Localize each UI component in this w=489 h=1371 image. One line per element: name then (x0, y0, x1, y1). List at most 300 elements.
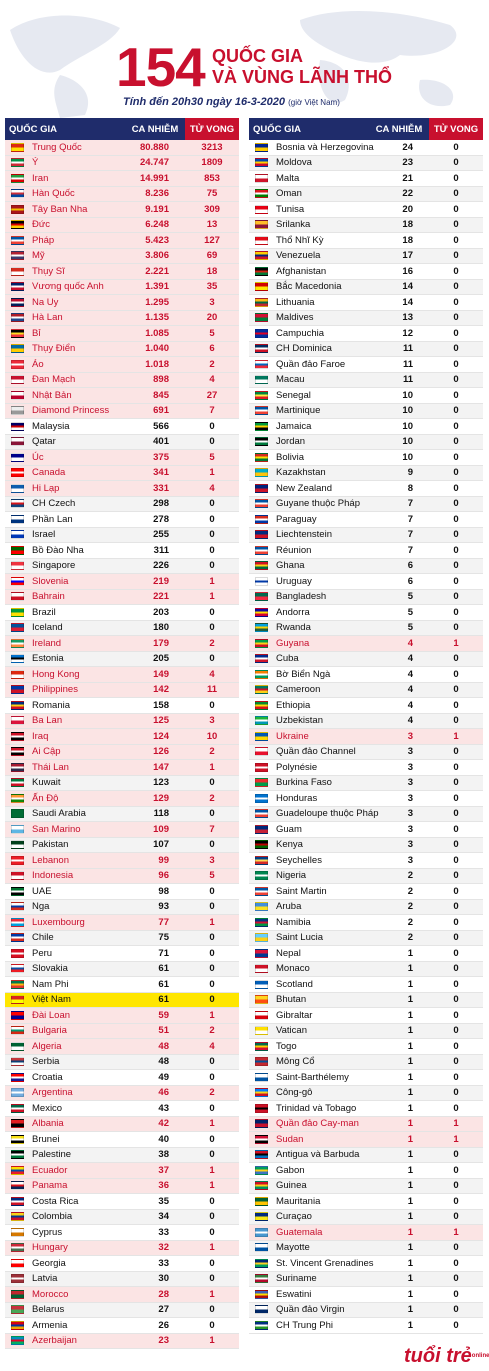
cases-value: 1 (407, 1087, 413, 1099)
flag-icon (255, 685, 268, 694)
country-name: Martinique (276, 405, 321, 417)
table-row (5, 807, 239, 823)
flag-icon (11, 654, 24, 663)
deaths-value: 1 (209, 1164, 215, 1176)
table-row (5, 264, 239, 280)
flag-icon (255, 360, 268, 369)
flag-icon (11, 360, 24, 369)
table-row (249, 869, 483, 885)
country-name: Guinea (276, 1180, 307, 1192)
country-name: Vương quốc Anh (32, 281, 104, 293)
flag-icon (255, 980, 268, 989)
flag-icon (11, 515, 24, 524)
flag-icon (11, 1259, 24, 1268)
flag-icon (255, 933, 268, 942)
flag-icon (11, 1026, 24, 1035)
table-row (5, 140, 239, 156)
table-row (5, 512, 239, 528)
country-name: Estonia (32, 653, 64, 665)
flag-icon (255, 747, 268, 756)
deaths-value: 10 (206, 730, 218, 742)
country-name: Hi Lạp (32, 482, 60, 494)
country-name: Rwanda (276, 622, 311, 634)
table-row (5, 931, 239, 947)
country-name: Ghana (276, 560, 305, 572)
deaths-value: 0 (453, 420, 459, 432)
flag-icon (11, 391, 24, 400)
flag-icon (255, 391, 268, 400)
deaths-value: 0 (209, 1133, 215, 1145)
cases-value: 1 (407, 1319, 413, 1331)
flag-icon (11, 251, 24, 260)
country-name: Pakistan (32, 839, 69, 851)
cases-value: 1 (407, 994, 413, 1006)
table-row (249, 1148, 483, 1164)
flag-icon (255, 592, 268, 601)
country-name: Costa Rica (32, 1195, 79, 1207)
country-name: Ireland (32, 637, 62, 649)
flag-icon (11, 1042, 24, 1051)
cases-value: 14 (402, 296, 413, 308)
table-row (249, 1024, 483, 1040)
table-row (249, 156, 483, 172)
cases-value: 5.423 (145, 234, 169, 246)
country-name: Serbia (32, 1056, 60, 1068)
deaths-value: 2 (209, 637, 215, 649)
deaths-value: 0 (453, 901, 459, 913)
table-row (249, 652, 483, 668)
cases-value: 219 (153, 575, 169, 587)
deaths-value: 0 (453, 746, 459, 758)
cases-value: 1 (407, 1273, 413, 1285)
table-row (5, 1086, 239, 1102)
table-row (249, 853, 483, 869)
country-name: Albania (32, 1118, 64, 1130)
table-row (249, 1086, 483, 1102)
flag-icon (255, 143, 268, 152)
flag-icon (11, 918, 24, 927)
cases-value: 691 (153, 405, 169, 417)
cases-value: 845 (153, 389, 169, 401)
deaths-value: 0 (453, 436, 459, 448)
cases-value: 1.018 (145, 358, 169, 370)
flag-icon (255, 158, 268, 167)
table-body-left (5, 140, 239, 1349)
deaths-value: 0 (453, 327, 459, 339)
flag-icon (255, 298, 268, 307)
flag-icon (11, 933, 24, 942)
table-row (249, 450, 483, 466)
cases-value: 1.391 (145, 281, 169, 293)
deaths-value: 2 (209, 358, 215, 370)
country-name: Guyana (276, 637, 310, 649)
cases-value: 5 (407, 622, 413, 634)
table-row (249, 373, 483, 389)
cases-value: 1 (407, 1288, 413, 1300)
flag-icon (11, 1243, 24, 1252)
flag-icon (255, 468, 268, 477)
flag-icon (255, 437, 268, 446)
deaths-value: 0 (453, 947, 459, 959)
table-row (5, 357, 239, 373)
country-name: Đức (32, 219, 50, 231)
country-name: Lebanon (32, 854, 69, 866)
cases-value: 1 (407, 1025, 413, 1037)
country-name: Jamaica (276, 420, 312, 432)
cases-value: 203 (153, 606, 169, 618)
flag-icon (11, 1104, 24, 1113)
country-name: Quần đảo Cay-man (276, 1118, 359, 1130)
flag-icon (255, 561, 268, 570)
country-name: Chile (32, 932, 54, 944)
flag-icon (255, 1150, 268, 1159)
table-row (249, 1241, 483, 1257)
country-name: Na Uy (32, 296, 59, 308)
cases-value: 1 (407, 1009, 413, 1021)
table-row (5, 187, 239, 203)
table-row (5, 435, 239, 451)
country-name: Thụy Điển (32, 343, 76, 355)
cases-value: 22 (402, 188, 413, 200)
country-name: Gibraltar (276, 1009, 313, 1021)
cases-value: 14 (402, 281, 413, 293)
table-row (5, 497, 239, 513)
country-name: Hàn Quốc (32, 188, 75, 200)
flag-icon (255, 871, 268, 880)
cases-value: 48 (158, 1056, 169, 1068)
deaths-value: 0 (209, 1149, 215, 1161)
cases-value: 93 (158, 901, 169, 913)
flag-icon (255, 778, 268, 787)
cases-value: 24.747 (139, 157, 169, 169)
logo-sub: online (471, 1353, 489, 1359)
flag-icon (11, 980, 24, 989)
flag-icon (255, 1011, 268, 1020)
cases-value: 221 (153, 591, 169, 603)
flag-icon (255, 205, 268, 214)
country-name: Ethiopia (276, 699, 311, 711)
table-row (5, 838, 239, 854)
deaths-value: 0 (453, 699, 459, 711)
flag-icon (255, 189, 268, 198)
country-name: Bờ Biển Ngà (276, 668, 331, 680)
flag-icon (255, 484, 268, 493)
deaths-value: 1 (453, 1118, 459, 1130)
table-row (5, 1241, 239, 1257)
country-name: Argentina (32, 1087, 73, 1099)
cases-value: 98 (158, 885, 169, 897)
cases-value: 1 (407, 1195, 413, 1207)
cases-value: 7 (407, 498, 413, 510)
deaths-value: 75 (206, 188, 218, 200)
flag-icon (255, 918, 268, 927)
country-name: Áo (32, 358, 44, 370)
deaths-value: 1 (209, 467, 215, 479)
country-name: Indonesia (32, 870, 74, 882)
flag-icon (255, 1026, 268, 1035)
table-row (249, 1225, 483, 1241)
cases-value: 129 (153, 792, 169, 804)
flag-icon (11, 871, 24, 880)
deaths-value: 0 (209, 1304, 215, 1316)
flag-icon (11, 608, 24, 617)
deaths-value: 0 (209, 699, 215, 711)
deaths-value: 1 (453, 1133, 459, 1145)
flag-icon (11, 856, 24, 865)
cases-value: 20 (402, 203, 413, 215)
flag-icon (11, 282, 24, 291)
cases-value: 75 (158, 932, 169, 944)
deaths-value: 0 (453, 1257, 459, 1269)
cases-value: 28 (158, 1288, 169, 1300)
table-row (5, 884, 239, 900)
table-right (249, 118, 483, 1334)
flag-icon (11, 484, 24, 493)
table-row (249, 590, 483, 606)
deaths-value: 1 (209, 761, 215, 773)
country-name: Mông Cổ (276, 1056, 315, 1068)
table-row (249, 481, 483, 497)
country-name: Guadeloupe thuộc Pháp (276, 808, 379, 820)
flag-icon (255, 608, 268, 617)
table-row (5, 1334, 239, 1350)
cases-value: 8.236 (145, 188, 169, 200)
table-row (249, 264, 483, 280)
country-name: Monaco (276, 963, 310, 975)
table-row (5, 1287, 239, 1303)
table-body-right (249, 140, 483, 1334)
country-name: Brazil (32, 606, 56, 618)
deaths-value: 0 (453, 591, 459, 603)
country-name: Uruguay (276, 575, 312, 587)
table-row (249, 1039, 483, 1055)
table-row (249, 1272, 483, 1288)
table-row (249, 822, 483, 838)
flag-icon (11, 995, 24, 1004)
deaths-value: 27 (206, 389, 218, 401)
country-name: Ý (32, 157, 39, 169)
table-row (249, 295, 483, 311)
table-header (5, 118, 239, 140)
deaths-value: 0 (453, 978, 459, 990)
flag-icon (11, 1212, 24, 1221)
cases-value: 17 (402, 250, 413, 262)
table-row (249, 466, 483, 482)
country-name: Uzbekistan (276, 715, 323, 727)
deaths-value: 11 (206, 684, 218, 696)
flag-icon (11, 344, 24, 353)
logo-main: tuổi trẻ (404, 1345, 472, 1367)
deaths-value: 0 (453, 1195, 459, 1207)
table-row (5, 1318, 239, 1334)
table-row (5, 853, 239, 869)
cases-value: 1 (407, 1133, 413, 1145)
country-name: Tây Ban Nha (32, 203, 88, 215)
country-name: Nam Phi (32, 978, 69, 990)
cases-value: 23 (402, 157, 413, 169)
table-row (249, 1210, 483, 1226)
cases-value: 24 (402, 141, 413, 153)
deaths-value: 0 (453, 575, 459, 587)
cases-value: 6.248 (145, 219, 169, 231)
country-name: Philippines (32, 684, 78, 696)
country-name: Kuwait (32, 777, 61, 789)
cases-value: 311 (153, 544, 169, 556)
country-name: Eswatini (276, 1288, 312, 1300)
cases-value: 40 (158, 1133, 169, 1145)
cases-value: 5 (407, 591, 413, 603)
table-row (5, 1148, 239, 1164)
country-name: Guyane thuộc Pháp (276, 498, 360, 510)
table-row (249, 729, 483, 745)
deaths-value: 0 (209, 963, 215, 975)
deaths-value: 0 (209, 498, 215, 510)
cases-value: 46 (158, 1087, 169, 1099)
cases-value: 4 (407, 653, 413, 665)
table-row (249, 1132, 483, 1148)
header-cases: CA NHIỄM (131, 123, 179, 135)
flag-icon (255, 515, 268, 524)
table-row (249, 977, 483, 993)
flag-icon (11, 592, 24, 601)
deaths-value: 0 (453, 777, 459, 789)
table-row (5, 249, 239, 265)
flag-icon (11, 1228, 24, 1237)
table-row (5, 311, 239, 327)
cases-value: 3 (407, 746, 413, 758)
table-header (249, 118, 483, 140)
flag-icon (11, 375, 24, 384)
country-name: CH Dominica (276, 343, 332, 355)
country-name: Bỉ (32, 327, 41, 339)
cases-value: 4 (407, 715, 413, 727)
country-name: Mauritania (276, 1195, 321, 1207)
country-name: Cameroon (276, 684, 321, 696)
table-row (249, 667, 483, 683)
cases-value: 99 (158, 854, 169, 866)
country-name: Vatican (276, 1025, 307, 1037)
flag-icon (255, 1321, 268, 1330)
flag-icon (11, 949, 24, 958)
country-name: Slovenia (32, 575, 69, 587)
flag-icon (11, 639, 24, 648)
table-row (249, 838, 483, 854)
title-number: 154 (116, 36, 205, 98)
cases-value: 11 (402, 358, 413, 370)
flag-icon (11, 1135, 24, 1144)
deaths-value: 0 (453, 622, 459, 634)
cases-value: 10 (402, 389, 413, 401)
country-name: UAE (32, 885, 52, 897)
country-name: Ba Lan (32, 715, 63, 727)
deaths-value: 309 (204, 203, 220, 215)
flag-icon (255, 1228, 268, 1237)
country-name: Senegal (276, 389, 311, 401)
deaths-value: 1 (453, 1226, 459, 1238)
deaths-value: 0 (453, 560, 459, 572)
table-row (249, 683, 483, 699)
deaths-value: 0 (209, 901, 215, 913)
flag-icon (11, 158, 24, 167)
deaths-value: 2 (209, 1025, 215, 1037)
flag-icon (11, 205, 24, 214)
deaths-value: 0 (453, 916, 459, 928)
flag-icon (255, 902, 268, 911)
country-name: Ukraine (276, 730, 309, 742)
cases-value: 5 (407, 606, 413, 618)
cases-value: 49 (158, 1071, 169, 1083)
country-name: Maldives (276, 312, 314, 324)
table-row (5, 915, 239, 931)
table-row (249, 1303, 483, 1319)
deaths-value: 0 (453, 1211, 459, 1223)
country-name: Colombia (32, 1211, 73, 1223)
cases-value: 179 (153, 637, 169, 649)
country-name: Togo (276, 1040, 297, 1052)
table-row (249, 171, 483, 187)
flag-icon (11, 174, 24, 183)
flag-icon (11, 220, 24, 229)
table-row (249, 1194, 483, 1210)
country-name: Singapore (32, 560, 76, 572)
deaths-value: 3 (209, 296, 215, 308)
cases-value: 61 (158, 978, 169, 990)
table-row (5, 171, 239, 187)
table-row (249, 404, 483, 420)
flag-icon (11, 468, 24, 477)
deaths-value: 5 (209, 870, 215, 882)
table-row (5, 1039, 239, 1055)
flag-icon (255, 732, 268, 741)
flag-icon (255, 1104, 268, 1113)
deaths-value: 0 (209, 622, 215, 634)
country-name: Slovakia (32, 963, 68, 975)
deaths-value: 0 (453, 653, 459, 665)
country-name: Gabon (276, 1164, 305, 1176)
flag-icon (11, 623, 24, 632)
table-row (5, 621, 239, 637)
cases-value: 1 (407, 1149, 413, 1161)
cases-value: 1 (407, 1180, 413, 1192)
flag-icon (255, 577, 268, 586)
cases-value: 18 (402, 234, 413, 246)
table-row (5, 543, 239, 559)
country-name: Bolivia (276, 451, 304, 463)
flag-icon (255, 251, 268, 260)
deaths-value: 0 (209, 994, 215, 1006)
table-row (249, 140, 483, 156)
flag-icon (255, 174, 268, 183)
flag-icon (255, 949, 268, 958)
table-row (249, 636, 483, 652)
flag-icon (255, 1212, 268, 1221)
country-name: Ấn Độ (32, 792, 59, 804)
flag-icon (11, 794, 24, 803)
deaths-value: 0 (453, 203, 459, 215)
flag-icon (11, 825, 24, 834)
country-name: Úc (32, 451, 44, 463)
table-row (249, 574, 483, 590)
country-name: Quần đảo Virgin (276, 1304, 345, 1316)
table-row (5, 729, 239, 745)
country-name: Bồ Đào Nha (32, 544, 84, 556)
deaths-value: 0 (453, 529, 459, 541)
deaths-value: 2 (209, 1087, 215, 1099)
table-row (5, 714, 239, 730)
flag-icon (255, 1243, 268, 1252)
country-name: Israel (32, 529, 56, 541)
table-row (249, 419, 483, 435)
